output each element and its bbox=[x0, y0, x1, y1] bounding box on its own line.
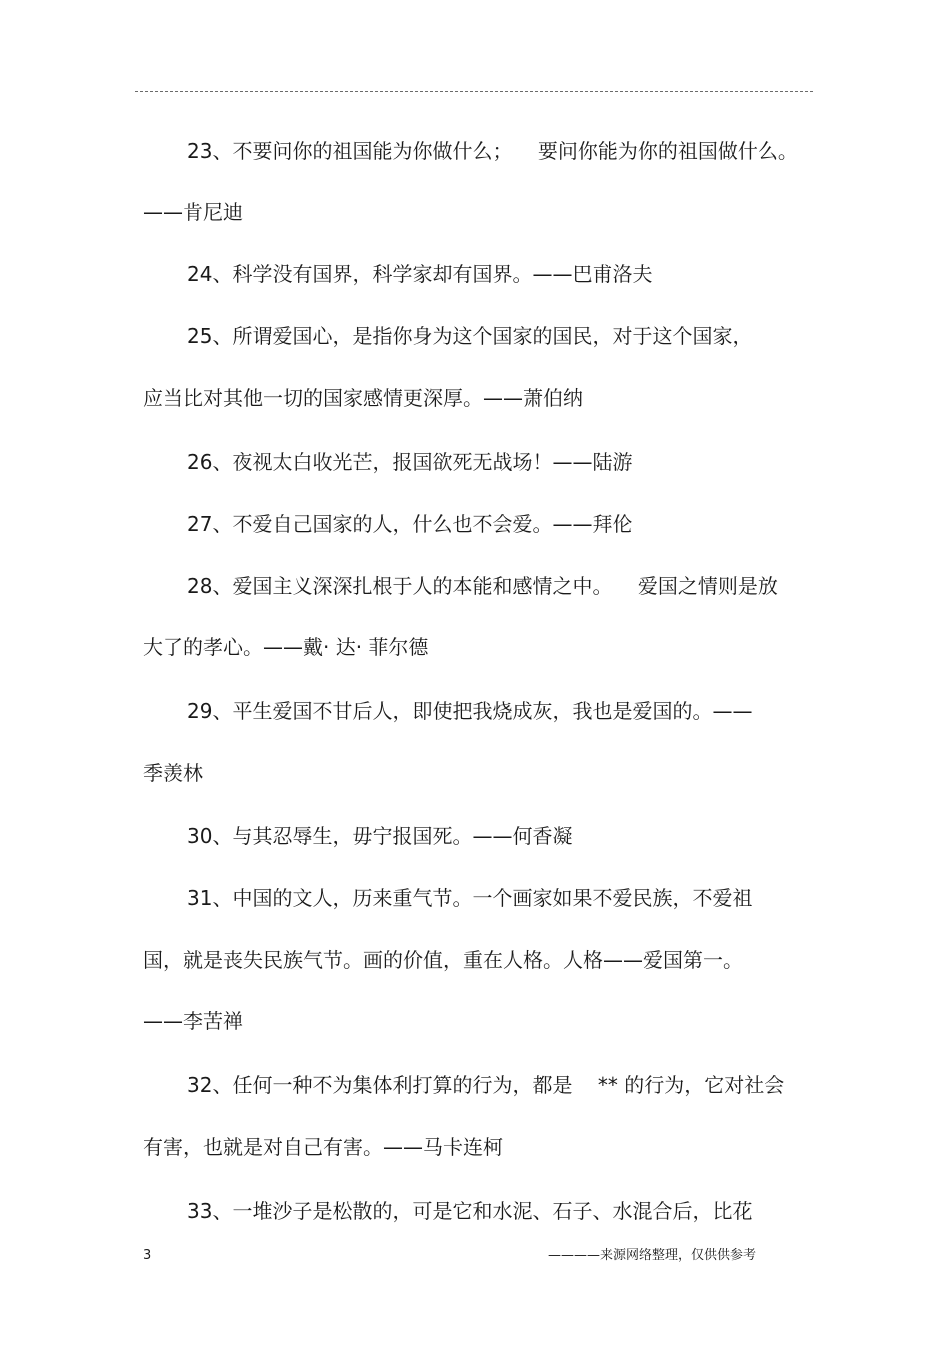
quote-29-line-1: 29、平生爱国不甘后人，即使把我烧成灰，我也是爱国的。—— bbox=[187, 699, 753, 723]
quote-28-line-2: 大了的孝心。——戴· 达· 菲尔德 bbox=[143, 635, 429, 659]
quote-32-line-2: 有害，也就是对自己有害。——马卡连柯 bbox=[143, 1135, 503, 1159]
quote-25-line-1: 25、所谓爱国心，是指你身为这个国家的国民，对于这个国家， bbox=[187, 324, 753, 348]
quote-32-line-1: 32、任何一种不为集体利打算的行为，都是 ** 的行为，它对社会 bbox=[187, 1073, 785, 1097]
quote-31-line-2: 国，就是丧失民族气节。画的价值，重在人格。人格——爱国第一。 bbox=[143, 948, 743, 972]
source-note: ————来源网络整理，仅供供参考 bbox=[548, 1248, 757, 1263]
quote-29-line-2: 季羡林 bbox=[143, 761, 203, 785]
quote-26-line-1: 26、夜视太白收光芒，报国欲死无战场！——陆游 bbox=[187, 450, 633, 474]
quote-27-line-1: 27、不爱自己国家的人，什么也不会爱。——拜伦 bbox=[187, 512, 633, 536]
page-number: 3 bbox=[143, 1248, 152, 1263]
quote-31-line-1: 31、中国的文人，历来重气节。一个画家如果不爱民族，不爱祖 bbox=[187, 886, 753, 910]
quote-28-line-1: 28、爱国主义深深扎根于人的本能和感情之中。 爱国之情则是放 bbox=[187, 574, 778, 598]
quote-33-line-1: 33、一堆沙子是松散的，可是它和水泥、石子、水混合后，比花 bbox=[187, 1199, 753, 1223]
quote-30-line-1: 30、与其忍辱生，毋宁报国死。——何香凝 bbox=[187, 824, 573, 848]
header-dashed-rule bbox=[135, 91, 813, 92]
quote-25-line-2: 应当比对其他一切的国家感情更深厚。——萧伯纳 bbox=[143, 386, 583, 410]
quote-23-line-1: 23、不要问你的祖国能为你做什么； 要问你能为你的祖国做什么。 bbox=[187, 139, 798, 163]
quote-24-line-1: 24、科学没有国界，科学家却有国界。——巴甫洛夫 bbox=[187, 262, 653, 286]
quote-23-line-2: ——肯尼迪 bbox=[143, 200, 243, 224]
quote-31-line-3: ——李苦禅 bbox=[143, 1009, 243, 1033]
